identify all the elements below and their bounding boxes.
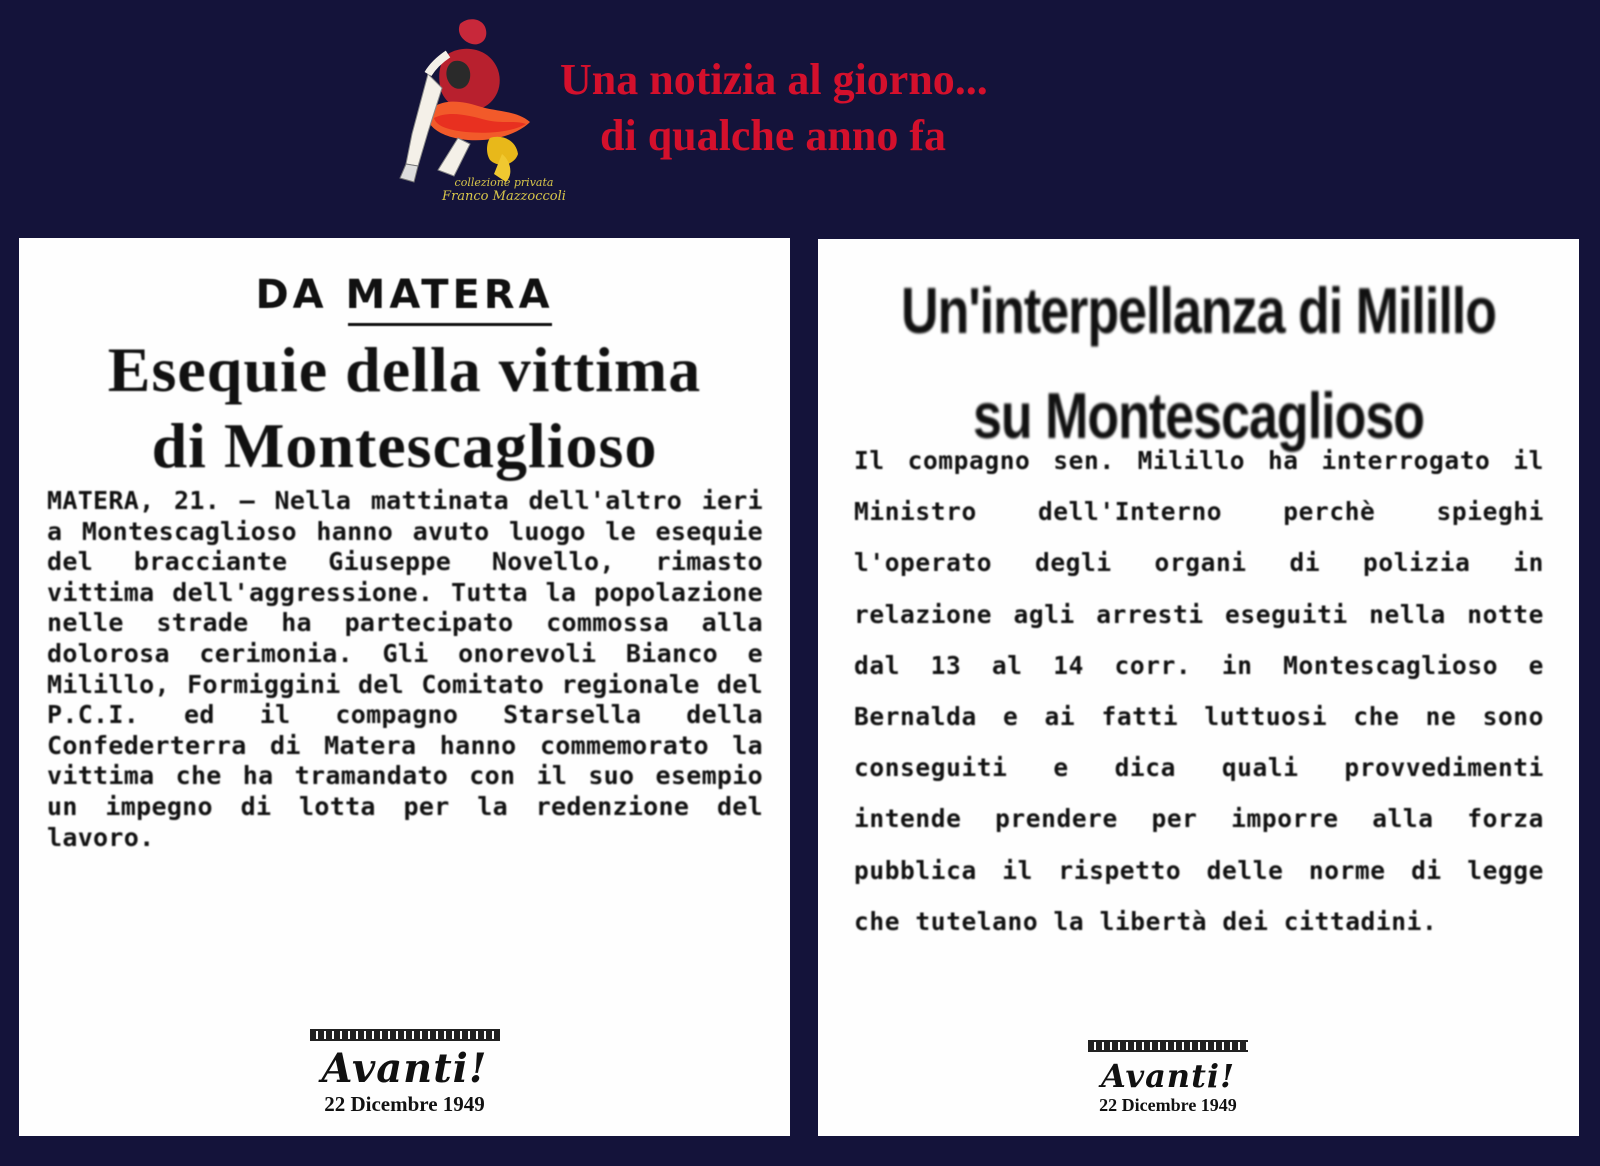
masthead-rule — [1088, 1040, 1248, 1052]
newspaper-name: Avanti! — [321, 1045, 488, 1092]
article-title-line1: Un'interpellanza di Milillo — [901, 275, 1496, 348]
publication-date: 22 Dicembre 1949 — [1099, 1095, 1237, 1115]
newspaper-masthead — [818, 1037, 1518, 1116]
article-title-line1: Esequie della vittima — [107, 334, 702, 405]
headline-line1: Una notizia al giorno... — [560, 55, 988, 104]
article-title-line2: su Montescaglioso — [972, 380, 1425, 453]
kicker-place: MATERA — [345, 272, 554, 318]
collection-logo — [398, 14, 566, 220]
newspaper-masthead — [19, 1026, 790, 1117]
article-body: Il compagno sen. Milillo ha interrogato il Ministro dell'Interno perchè spieghi l'operato degli organi di polizia in relazione agli arresti eseguiti nella notte dal 13 al 14 corr. in Montescaglioso e Bernalda e ai fatti luttuosi che ne sono conseguiti e dica quali provvedimenti intende prendere per imporre alla forza pubblica il rispetto delle norme di legge che tutelano la libertà dei cittadini. — [854, 446, 1544, 936]
logo-caption — [442, 176, 566, 205]
headline-line2: di qualche anno fa — [600, 111, 946, 160]
masthead-rule — [310, 1029, 500, 1041]
logo-caption-line1: collezione privata — [454, 176, 554, 189]
newspaper-clipping-right — [818, 239, 1579, 1136]
clipping-kicker — [19, 272, 790, 318]
logo-caption-line2: Franco Mazzoccoli — [442, 189, 566, 205]
newspaper-clipping-left — [19, 238, 790, 1136]
article-title-line2: di Montescaglioso — [151, 410, 658, 481]
newspaper-name: Avanti! — [1100, 1057, 1236, 1095]
article-body: MATERA, 21. — Nella mattinata dell'altro ieri a Montescaglioso hanno avuto luogo le esequie del bracciante Giuseppe Novello, rimasto vittima dell'aggressione. Tutta la popolazione nelle strade ha partecipato commossa alla dolorosa cerimonia. Gli onorevoli Bianco e Milillo, Formiggini del Comitato regionale del P.C.I. ed il compagno Starsella della Confederterra di Matera hanno commemorato la vittima che ha tramandato con il suo esempio un impegno di lotta per la redenzione del lavoro. — [47, 486, 763, 852]
publication-date: 22 Dicembre 1949 — [324, 1092, 485, 1116]
kicker-prefix: DA — [255, 272, 346, 318]
page-headline — [560, 52, 1140, 164]
article-title — [19, 332, 790, 484]
